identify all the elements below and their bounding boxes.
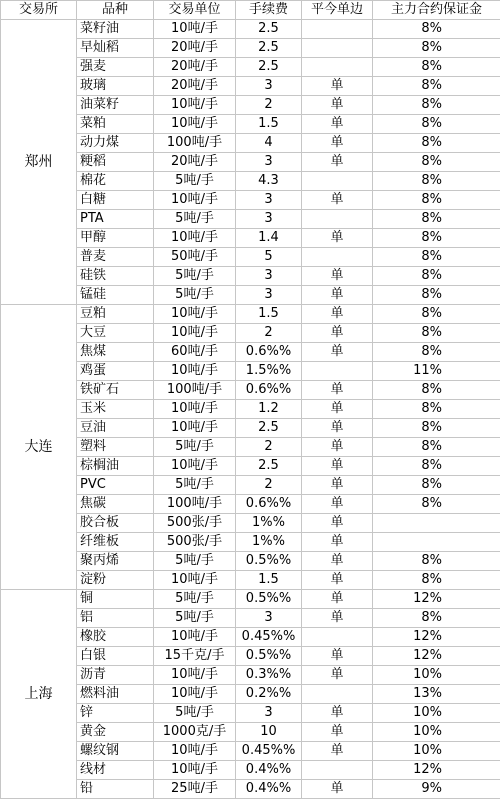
product-cell[interactable]: 锰硅 bbox=[77, 286, 154, 305]
close-today-cell[interactable]: 单 bbox=[302, 134, 373, 153]
close-today-cell[interactable] bbox=[302, 761, 373, 780]
unit-cell[interactable]: 20吨/手 bbox=[154, 58, 236, 77]
fee-cell[interactable]: 1.5 bbox=[236, 305, 302, 324]
close-today-cell[interactable]: 单 bbox=[302, 571, 373, 590]
unit-cell[interactable]: 10吨/手 bbox=[154, 229, 236, 248]
fee-cell[interactable]: 4.3 bbox=[236, 172, 302, 191]
close-today-cell[interactable]: 单 bbox=[302, 476, 373, 495]
product-cell[interactable]: 豆粕 bbox=[77, 305, 154, 324]
product-cell[interactable]: 鸡蛋 bbox=[77, 362, 154, 381]
fee-cell[interactable]: 2.5 bbox=[236, 58, 302, 77]
header-unit[interactable]: 交易单位 bbox=[154, 1, 236, 20]
unit-cell[interactable]: 10吨/手 bbox=[154, 685, 236, 704]
margin-cell[interactable]: 8% bbox=[373, 267, 500, 286]
product-cell[interactable]: 玻璃 bbox=[77, 77, 154, 96]
close-today-cell[interactable]: 单 bbox=[302, 191, 373, 210]
margin-cell[interactable]: 10% bbox=[373, 723, 500, 742]
fee-cell[interactable]: 0.4%% bbox=[236, 780, 302, 799]
unit-cell[interactable]: 5吨/手 bbox=[154, 286, 236, 305]
fee-cell[interactable]: 1.5 bbox=[236, 115, 302, 134]
close-today-cell[interactable]: 单 bbox=[302, 742, 373, 761]
close-today-cell[interactable]: 单 bbox=[302, 647, 373, 666]
fee-cell[interactable]: 3 bbox=[236, 210, 302, 229]
fee-cell[interactable]: 3 bbox=[236, 609, 302, 628]
margin-cell[interactable] bbox=[373, 533, 500, 552]
fee-cell[interactable]: 1%% bbox=[236, 533, 302, 552]
margin-cell[interactable]: 12% bbox=[373, 647, 500, 666]
product-cell[interactable]: 线材 bbox=[77, 761, 154, 780]
margin-cell[interactable]: 8% bbox=[373, 400, 500, 419]
margin-cell[interactable]: 12% bbox=[373, 628, 500, 647]
margin-cell[interactable]: 8% bbox=[373, 20, 500, 39]
unit-cell[interactable]: 5吨/手 bbox=[154, 476, 236, 495]
fee-cell[interactable]: 0.5%% bbox=[236, 590, 302, 609]
close-today-cell[interactable] bbox=[302, 685, 373, 704]
fee-cell[interactable]: 4 bbox=[236, 134, 302, 153]
margin-cell[interactable]: 8% bbox=[373, 286, 500, 305]
margin-cell[interactable]: 8% bbox=[373, 381, 500, 400]
close-today-cell[interactable]: 单 bbox=[302, 495, 373, 514]
unit-cell[interactable]: 5吨/手 bbox=[154, 609, 236, 628]
fee-cell[interactable]: 3 bbox=[236, 77, 302, 96]
product-cell[interactable]: 早灿稻 bbox=[77, 39, 154, 58]
product-cell[interactable]: 聚丙烯 bbox=[77, 552, 154, 571]
unit-cell[interactable]: 10吨/手 bbox=[154, 191, 236, 210]
margin-cell[interactable]: 8% bbox=[373, 77, 500, 96]
product-cell[interactable]: 铅 bbox=[77, 780, 154, 799]
margin-cell[interactable]: 10% bbox=[373, 704, 500, 723]
product-cell[interactable]: 强麦 bbox=[77, 58, 154, 77]
unit-cell[interactable]: 5吨/手 bbox=[154, 704, 236, 723]
close-today-cell[interactable]: 单 bbox=[302, 115, 373, 134]
close-today-cell[interactable]: 单 bbox=[302, 400, 373, 419]
product-cell[interactable]: 焦煤 bbox=[77, 343, 154, 362]
margin-cell[interactable]: 10% bbox=[373, 666, 500, 685]
close-today-cell[interactable]: 单 bbox=[302, 267, 373, 286]
unit-cell[interactable]: 20吨/手 bbox=[154, 77, 236, 96]
unit-cell[interactable]: 100吨/手 bbox=[154, 381, 236, 400]
close-today-cell[interactable]: 单 bbox=[302, 457, 373, 476]
unit-cell[interactable]: 10吨/手 bbox=[154, 115, 236, 134]
product-cell[interactable]: 纤维板 bbox=[77, 533, 154, 552]
close-today-cell[interactable]: 单 bbox=[302, 438, 373, 457]
product-cell[interactable]: 螺纹钢 bbox=[77, 742, 154, 761]
fee-cell[interactable]: 2.5 bbox=[236, 419, 302, 438]
unit-cell[interactable]: 500张/手 bbox=[154, 533, 236, 552]
margin-cell[interactable]: 8% bbox=[373, 39, 500, 58]
fee-cell[interactable]: 1.5 bbox=[236, 571, 302, 590]
margin-cell[interactable] bbox=[373, 514, 500, 533]
product-cell[interactable]: 动力煤 bbox=[77, 134, 154, 153]
fee-cell[interactable]: 1%% bbox=[236, 514, 302, 533]
unit-cell[interactable]: 10吨/手 bbox=[154, 419, 236, 438]
close-today-cell[interactable]: 单 bbox=[302, 533, 373, 552]
fee-cell[interactable]: 1.4 bbox=[236, 229, 302, 248]
product-cell[interactable]: 沥青 bbox=[77, 666, 154, 685]
margin-cell[interactable]: 8% bbox=[373, 343, 500, 362]
product-cell[interactable]: 油菜籽 bbox=[77, 96, 154, 115]
margin-cell[interactable]: 8% bbox=[373, 115, 500, 134]
unit-cell[interactable]: 10吨/手 bbox=[154, 628, 236, 647]
fee-cell[interactable]: 3 bbox=[236, 153, 302, 172]
margin-cell[interactable]: 8% bbox=[373, 248, 500, 267]
fee-cell[interactable]: 2 bbox=[236, 96, 302, 115]
product-cell[interactable]: 淀粉 bbox=[77, 571, 154, 590]
margin-cell[interactable]: 8% bbox=[373, 609, 500, 628]
unit-cell[interactable]: 50吨/手 bbox=[154, 248, 236, 267]
close-today-cell[interactable]: 单 bbox=[302, 666, 373, 685]
margin-cell[interactable]: 8% bbox=[373, 229, 500, 248]
margin-cell[interactable]: 8% bbox=[373, 58, 500, 77]
product-cell[interactable]: 橡胶 bbox=[77, 628, 154, 647]
unit-cell[interactable]: 5吨/手 bbox=[154, 210, 236, 229]
fee-cell[interactable]: 2 bbox=[236, 476, 302, 495]
unit-cell[interactable]: 20吨/手 bbox=[154, 39, 236, 58]
unit-cell[interactable]: 10吨/手 bbox=[154, 742, 236, 761]
close-today-cell[interactable] bbox=[302, 172, 373, 191]
close-today-cell[interactable] bbox=[302, 628, 373, 647]
product-cell[interactable]: 焦碳 bbox=[77, 495, 154, 514]
fee-cell[interactable]: 5 bbox=[236, 248, 302, 267]
close-today-cell[interactable]: 单 bbox=[302, 77, 373, 96]
margin-cell[interactable]: 8% bbox=[373, 210, 500, 229]
margin-cell[interactable]: 8% bbox=[373, 419, 500, 438]
header-margin[interactable]: 主力合约保证金 bbox=[373, 1, 500, 20]
product-cell[interactable]: 硅铁 bbox=[77, 267, 154, 286]
margin-cell[interactable]: 8% bbox=[373, 172, 500, 191]
exchange-cell[interactable]: 大连 bbox=[1, 305, 77, 590]
unit-cell[interactable]: 10吨/手 bbox=[154, 305, 236, 324]
unit-cell[interactable]: 10吨/手 bbox=[154, 666, 236, 685]
fee-cell[interactable]: 0.45%% bbox=[236, 628, 302, 647]
close-today-cell[interactable]: 单 bbox=[302, 229, 373, 248]
table-row bbox=[1, 590, 500, 609]
table-row bbox=[1, 20, 500, 39]
unit-cell[interactable]: 25吨/手 bbox=[154, 780, 236, 799]
product-cell[interactable]: 粳稻 bbox=[77, 153, 154, 172]
close-today-cell[interactable]: 单 bbox=[302, 590, 373, 609]
margin-cell[interactable]: 8% bbox=[373, 191, 500, 210]
fee-cell[interactable]: 1.5%% bbox=[236, 362, 302, 381]
product-cell[interactable]: 玉米 bbox=[77, 400, 154, 419]
margin-cell[interactable]: 8% bbox=[373, 134, 500, 153]
fee-cell[interactable]: 1.2 bbox=[236, 400, 302, 419]
product-cell[interactable]: 白银 bbox=[77, 647, 154, 666]
close-today-cell[interactable] bbox=[302, 248, 373, 267]
close-today-cell[interactable]: 单 bbox=[302, 153, 373, 172]
close-today-cell[interactable]: 单 bbox=[302, 780, 373, 799]
product-cell[interactable]: 胶合板 bbox=[77, 514, 154, 533]
table-row bbox=[1, 305, 500, 324]
unit-cell[interactable]: 500张/手 bbox=[154, 514, 236, 533]
unit-cell[interactable]: 5吨/手 bbox=[154, 172, 236, 191]
product-cell[interactable]: 棕榈油 bbox=[77, 457, 154, 476]
fee-cell[interactable]: 3 bbox=[236, 267, 302, 286]
fee-cell[interactable]: 0.6%% bbox=[236, 495, 302, 514]
close-today-cell[interactable]: 单 bbox=[302, 704, 373, 723]
close-today-cell[interactable]: 单 bbox=[302, 723, 373, 742]
unit-cell[interactable]: 10吨/手 bbox=[154, 571, 236, 590]
header-close-today[interactable]: 平今单边 bbox=[302, 1, 373, 20]
close-today-cell[interactable] bbox=[302, 58, 373, 77]
product-cell[interactable]: 菜粕 bbox=[77, 115, 154, 134]
unit-cell[interactable]: 100吨/手 bbox=[154, 134, 236, 153]
fee-cell[interactable]: 0.4%% bbox=[236, 761, 302, 780]
fee-cell[interactable]: 0.2%% bbox=[236, 685, 302, 704]
margin-cell[interactable]: 8% bbox=[373, 495, 500, 514]
close-today-cell[interactable]: 单 bbox=[302, 609, 373, 628]
fee-cell[interactable]: 0.3%% bbox=[236, 666, 302, 685]
unit-cell[interactable]: 5吨/手 bbox=[154, 552, 236, 571]
margin-cell[interactable]: 8% bbox=[373, 552, 500, 571]
unit-cell[interactable]: 10吨/手 bbox=[154, 457, 236, 476]
fee-cell[interactable]: 0.5%% bbox=[236, 647, 302, 666]
margin-cell[interactable]: 8% bbox=[373, 438, 500, 457]
header-exchange[interactable]: 交易所 bbox=[1, 1, 77, 20]
fee-cell[interactable]: 0.6%% bbox=[236, 343, 302, 362]
close-today-cell[interactable]: 单 bbox=[302, 286, 373, 305]
product-cell[interactable]: 铝 bbox=[77, 609, 154, 628]
margin-cell[interactable]: 12% bbox=[373, 761, 500, 780]
product-cell[interactable]: 塑料 bbox=[77, 438, 154, 457]
margin-cell[interactable]: 10% bbox=[373, 742, 500, 761]
product-cell[interactable]: PTA bbox=[77, 210, 154, 229]
fee-cell[interactable]: 3 bbox=[236, 286, 302, 305]
header-fee[interactable]: 手续费 bbox=[236, 1, 302, 20]
margin-cell[interactable]: 12% bbox=[373, 590, 500, 609]
unit-cell[interactable]: 15千克/手 bbox=[154, 647, 236, 666]
close-today-cell[interactable]: 单 bbox=[302, 514, 373, 533]
unit-cell[interactable]: 5吨/手 bbox=[154, 590, 236, 609]
unit-cell[interactable]: 1000克/手 bbox=[154, 723, 236, 742]
header-row bbox=[1, 1, 500, 20]
fee-cell[interactable]: 2.5 bbox=[236, 20, 302, 39]
product-cell[interactable]: PVC bbox=[77, 476, 154, 495]
margin-cell[interactable]: 8% bbox=[373, 457, 500, 476]
margin-cell[interactable]: 11% bbox=[373, 362, 500, 381]
fee-cell[interactable]: 2 bbox=[236, 438, 302, 457]
table-body bbox=[1, 20, 500, 799]
product-cell[interactable]: 普麦 bbox=[77, 248, 154, 267]
exchange-cell[interactable]: 郑州 bbox=[1, 20, 77, 305]
fee-cell[interactable]: 10 bbox=[236, 723, 302, 742]
margin-cell[interactable]: 8% bbox=[373, 476, 500, 495]
product-cell[interactable]: 燃料油 bbox=[77, 685, 154, 704]
unit-cell[interactable]: 10吨/手 bbox=[154, 96, 236, 115]
unit-cell[interactable]: 100吨/手 bbox=[154, 495, 236, 514]
product-cell[interactable]: 白糖 bbox=[77, 191, 154, 210]
fee-cell[interactable]: 3 bbox=[236, 191, 302, 210]
product-cell[interactable]: 大豆 bbox=[77, 324, 154, 343]
close-today-cell[interactable]: 单 bbox=[302, 324, 373, 343]
margin-cell[interactable]: 8% bbox=[373, 96, 500, 115]
product-cell[interactable]: 棉花 bbox=[77, 172, 154, 191]
product-cell[interactable]: 菜籽油 bbox=[77, 20, 154, 39]
fee-cell[interactable]: 2.5 bbox=[236, 39, 302, 58]
unit-cell[interactable]: 10吨/手 bbox=[154, 362, 236, 381]
product-cell[interactable]: 甲醇 bbox=[77, 229, 154, 248]
unit-cell[interactable]: 5吨/手 bbox=[154, 267, 236, 286]
header-product[interactable]: 品种 bbox=[77, 1, 154, 20]
fee-cell[interactable]: 0.6%% bbox=[236, 381, 302, 400]
fee-cell[interactable]: 2.5 bbox=[236, 457, 302, 476]
close-today-cell[interactable] bbox=[302, 362, 373, 381]
margin-cell[interactable]: 8% bbox=[373, 305, 500, 324]
product-cell[interactable]: 黄金 bbox=[77, 723, 154, 742]
close-today-cell[interactable]: 单 bbox=[302, 305, 373, 324]
margin-cell[interactable]: 8% bbox=[373, 153, 500, 172]
close-today-cell[interactable]: 单 bbox=[302, 381, 373, 400]
unit-cell[interactable]: 60吨/手 bbox=[154, 343, 236, 362]
margin-cell[interactable]: 13% bbox=[373, 685, 500, 704]
fee-cell[interactable]: 0.5%% bbox=[236, 552, 302, 571]
fee-cell[interactable]: 3 bbox=[236, 704, 302, 723]
close-today-cell[interactable]: 单 bbox=[302, 343, 373, 362]
close-today-cell[interactable]: 单 bbox=[302, 419, 373, 438]
close-today-cell[interactable] bbox=[302, 210, 373, 229]
fee-cell[interactable]: 2 bbox=[236, 324, 302, 343]
unit-cell[interactable]: 5吨/手 bbox=[154, 438, 236, 457]
unit-cell[interactable]: 10吨/手 bbox=[154, 400, 236, 419]
unit-cell[interactable]: 10吨/手 bbox=[154, 20, 236, 39]
margin-cell[interactable]: 9% bbox=[373, 780, 500, 799]
close-today-cell[interactable] bbox=[302, 20, 373, 39]
fee-cell[interactable]: 0.45%% bbox=[236, 742, 302, 761]
close-today-cell[interactable] bbox=[302, 39, 373, 58]
product-cell[interactable]: 豆油 bbox=[77, 419, 154, 438]
close-today-cell[interactable]: 单 bbox=[302, 552, 373, 571]
unit-cell[interactable]: 20吨/手 bbox=[154, 153, 236, 172]
exchange-cell[interactable]: 上海 bbox=[1, 590, 77, 799]
product-cell[interactable]: 铜 bbox=[77, 590, 154, 609]
unit-cell[interactable]: 10吨/手 bbox=[154, 761, 236, 780]
product-cell[interactable]: 锌 bbox=[77, 704, 154, 723]
margin-cell[interactable]: 8% bbox=[373, 571, 500, 590]
unit-cell[interactable]: 10吨/手 bbox=[154, 324, 236, 343]
close-today-cell[interactable]: 单 bbox=[302, 96, 373, 115]
product-cell[interactable]: 铁矿石 bbox=[77, 381, 154, 400]
margin-cell[interactable]: 8% bbox=[373, 324, 500, 343]
